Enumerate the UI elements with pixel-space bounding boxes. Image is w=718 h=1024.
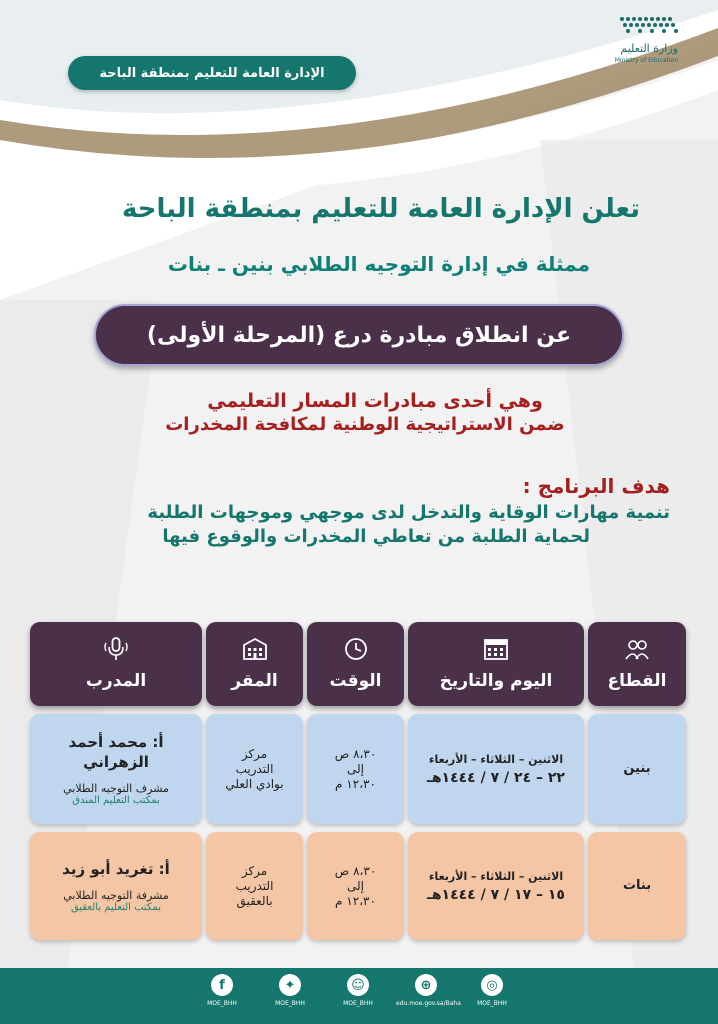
row1-venue-line2: التدريب (235, 761, 274, 776)
row1-date (408, 714, 584, 824)
microphone-icon (103, 637, 129, 661)
row2-dates: ١٥ – ١٧ / ٧ / ١٤٤٤هـ (427, 886, 565, 903)
row2-venue-line2: التدريب (235, 878, 274, 893)
row2-time-from: ٨،٣٠ ص (334, 863, 377, 878)
row1-venue-line1: مركز (241, 746, 268, 761)
row2-sector (588, 832, 686, 940)
row2-venue (206, 832, 303, 940)
title-line-2: ممثلة في إدارة التوجيه الطلابي بنين ـ بنات (167, 252, 590, 276)
row2-trainer-name-1: أ: تغريد أبو زيد (62, 860, 170, 878)
row2-date (408, 832, 584, 940)
clock-icon (343, 637, 369, 661)
logo-arabic-text: وزارة التعليم (620, 42, 678, 55)
globe-icon: ⊕ (415, 974, 437, 996)
header-date (408, 622, 584, 706)
snapchat-icon: ☺ (347, 974, 369, 996)
social-snapchat[interactable] (328, 974, 388, 1007)
header-time (307, 622, 404, 706)
row1-time-to-word: إلى (347, 761, 364, 776)
row1-trainer-role: مشرف التوجيه الطلابي (63, 782, 169, 795)
header-trainer-label: المدرب (85, 671, 147, 691)
row1-time (307, 714, 404, 824)
instagram-icon: ◎ (481, 974, 503, 996)
row1-dates: ٢٢ – ٢٤ / ٧ / ١٤٤٤هـ (427, 769, 565, 786)
row1-time-from: ٨،٣٠ ص (334, 746, 377, 761)
social-instagram[interactable] (462, 974, 522, 1007)
social-facebook-label: MOE_BHH (207, 1000, 237, 1007)
row1-time-to: ١٢،٣٠ م (335, 776, 376, 791)
social-website[interactable] (396, 974, 461, 1007)
row1-days: الاثنين – الثلاثاء – الأربعاء (428, 752, 564, 766)
header-date-label: اليوم والتاريخ (439, 671, 553, 691)
initiative-line-2: ضمن الاستراتيجية الوطنية لمكافحة المخدرات (165, 414, 565, 435)
social-snapchat-label: MOE_BHH (343, 1000, 373, 1007)
row1-trainer-name-2: الزهراني (83, 753, 149, 771)
row2-trainer-role: مشرفة التوجيه الطلابي (63, 889, 169, 902)
row1-venue-line3: بوادي العلي (225, 776, 284, 791)
row1-trainer (30, 714, 202, 824)
row1-trainer-name-1: أ: محمد أحمد (68, 733, 164, 751)
calendar-icon (483, 637, 509, 661)
facebook-icon: f (211, 974, 233, 996)
ministry-logo (558, 12, 698, 62)
row1-sector (588, 714, 686, 824)
header-venue (206, 622, 303, 706)
row1-sector-text: بنين (623, 761, 651, 776)
ministry-logo-icon (618, 14, 680, 36)
row2-sector-text: بنات (622, 878, 652, 893)
title-line-1: تعلن الإدارة العامة للتعليم بمنطقة الباحة (122, 194, 640, 224)
row2-venue-line1: مركز (241, 863, 268, 878)
header-time-label: الوقت (329, 671, 382, 691)
row2-trainer (30, 832, 202, 940)
header-sector-label: القطاع (607, 671, 667, 691)
logo-english-text: Ministry of Education (614, 57, 678, 64)
goal-line-1: تنمية مهارات الوقاية والتدخل لدى موجهي وموجهات الطلبة (147, 502, 670, 523)
twitter-icon: ✦ (279, 974, 301, 996)
row2-time-to: ١٢،٣٠ م (335, 893, 376, 908)
social-twitter-label: MOE_BHH (275, 1000, 305, 1007)
row2-trainer-office: بمكتب التعليم بالعقيق (70, 902, 162, 913)
social-instagram-label: MOE_BHH (477, 1000, 507, 1007)
row2-days: الاثنين – الثلاثاء – الأربعاء (428, 869, 564, 883)
social-website-label: edu.moe.gov.sa/Baha (396, 1000, 461, 1007)
header-trainer (30, 622, 202, 706)
row1-trainer-office: بمكتب التعليم المندق (72, 795, 160, 806)
launch-banner: عن انطلاق مبادرة درع (المرحلة الأولى) (94, 304, 624, 366)
header-sector (588, 622, 686, 706)
goal-heading: هدف البرنامج : (522, 474, 670, 498)
building-icon (242, 637, 268, 661)
row1-venue (206, 714, 303, 824)
goal-line-2: لحماية الطلبة من تعاطي المخدرات والوقوع فيها (162, 526, 590, 547)
social-twitter[interactable] (260, 974, 320, 1007)
social-facebook[interactable] (192, 974, 252, 1007)
header-pill: الإدارة العامة للتعليم بمنطقة الباحة (68, 56, 356, 90)
people-icon (624, 637, 650, 661)
header-venue-label: المقر (231, 671, 278, 691)
initiative-line-1: وهي أحدى مبادرات المسار التعليمي (207, 390, 543, 412)
row2-venue-line3: بالعقيق (236, 893, 273, 908)
row2-time (307, 832, 404, 940)
row2-time-to-word: إلى (347, 878, 364, 893)
